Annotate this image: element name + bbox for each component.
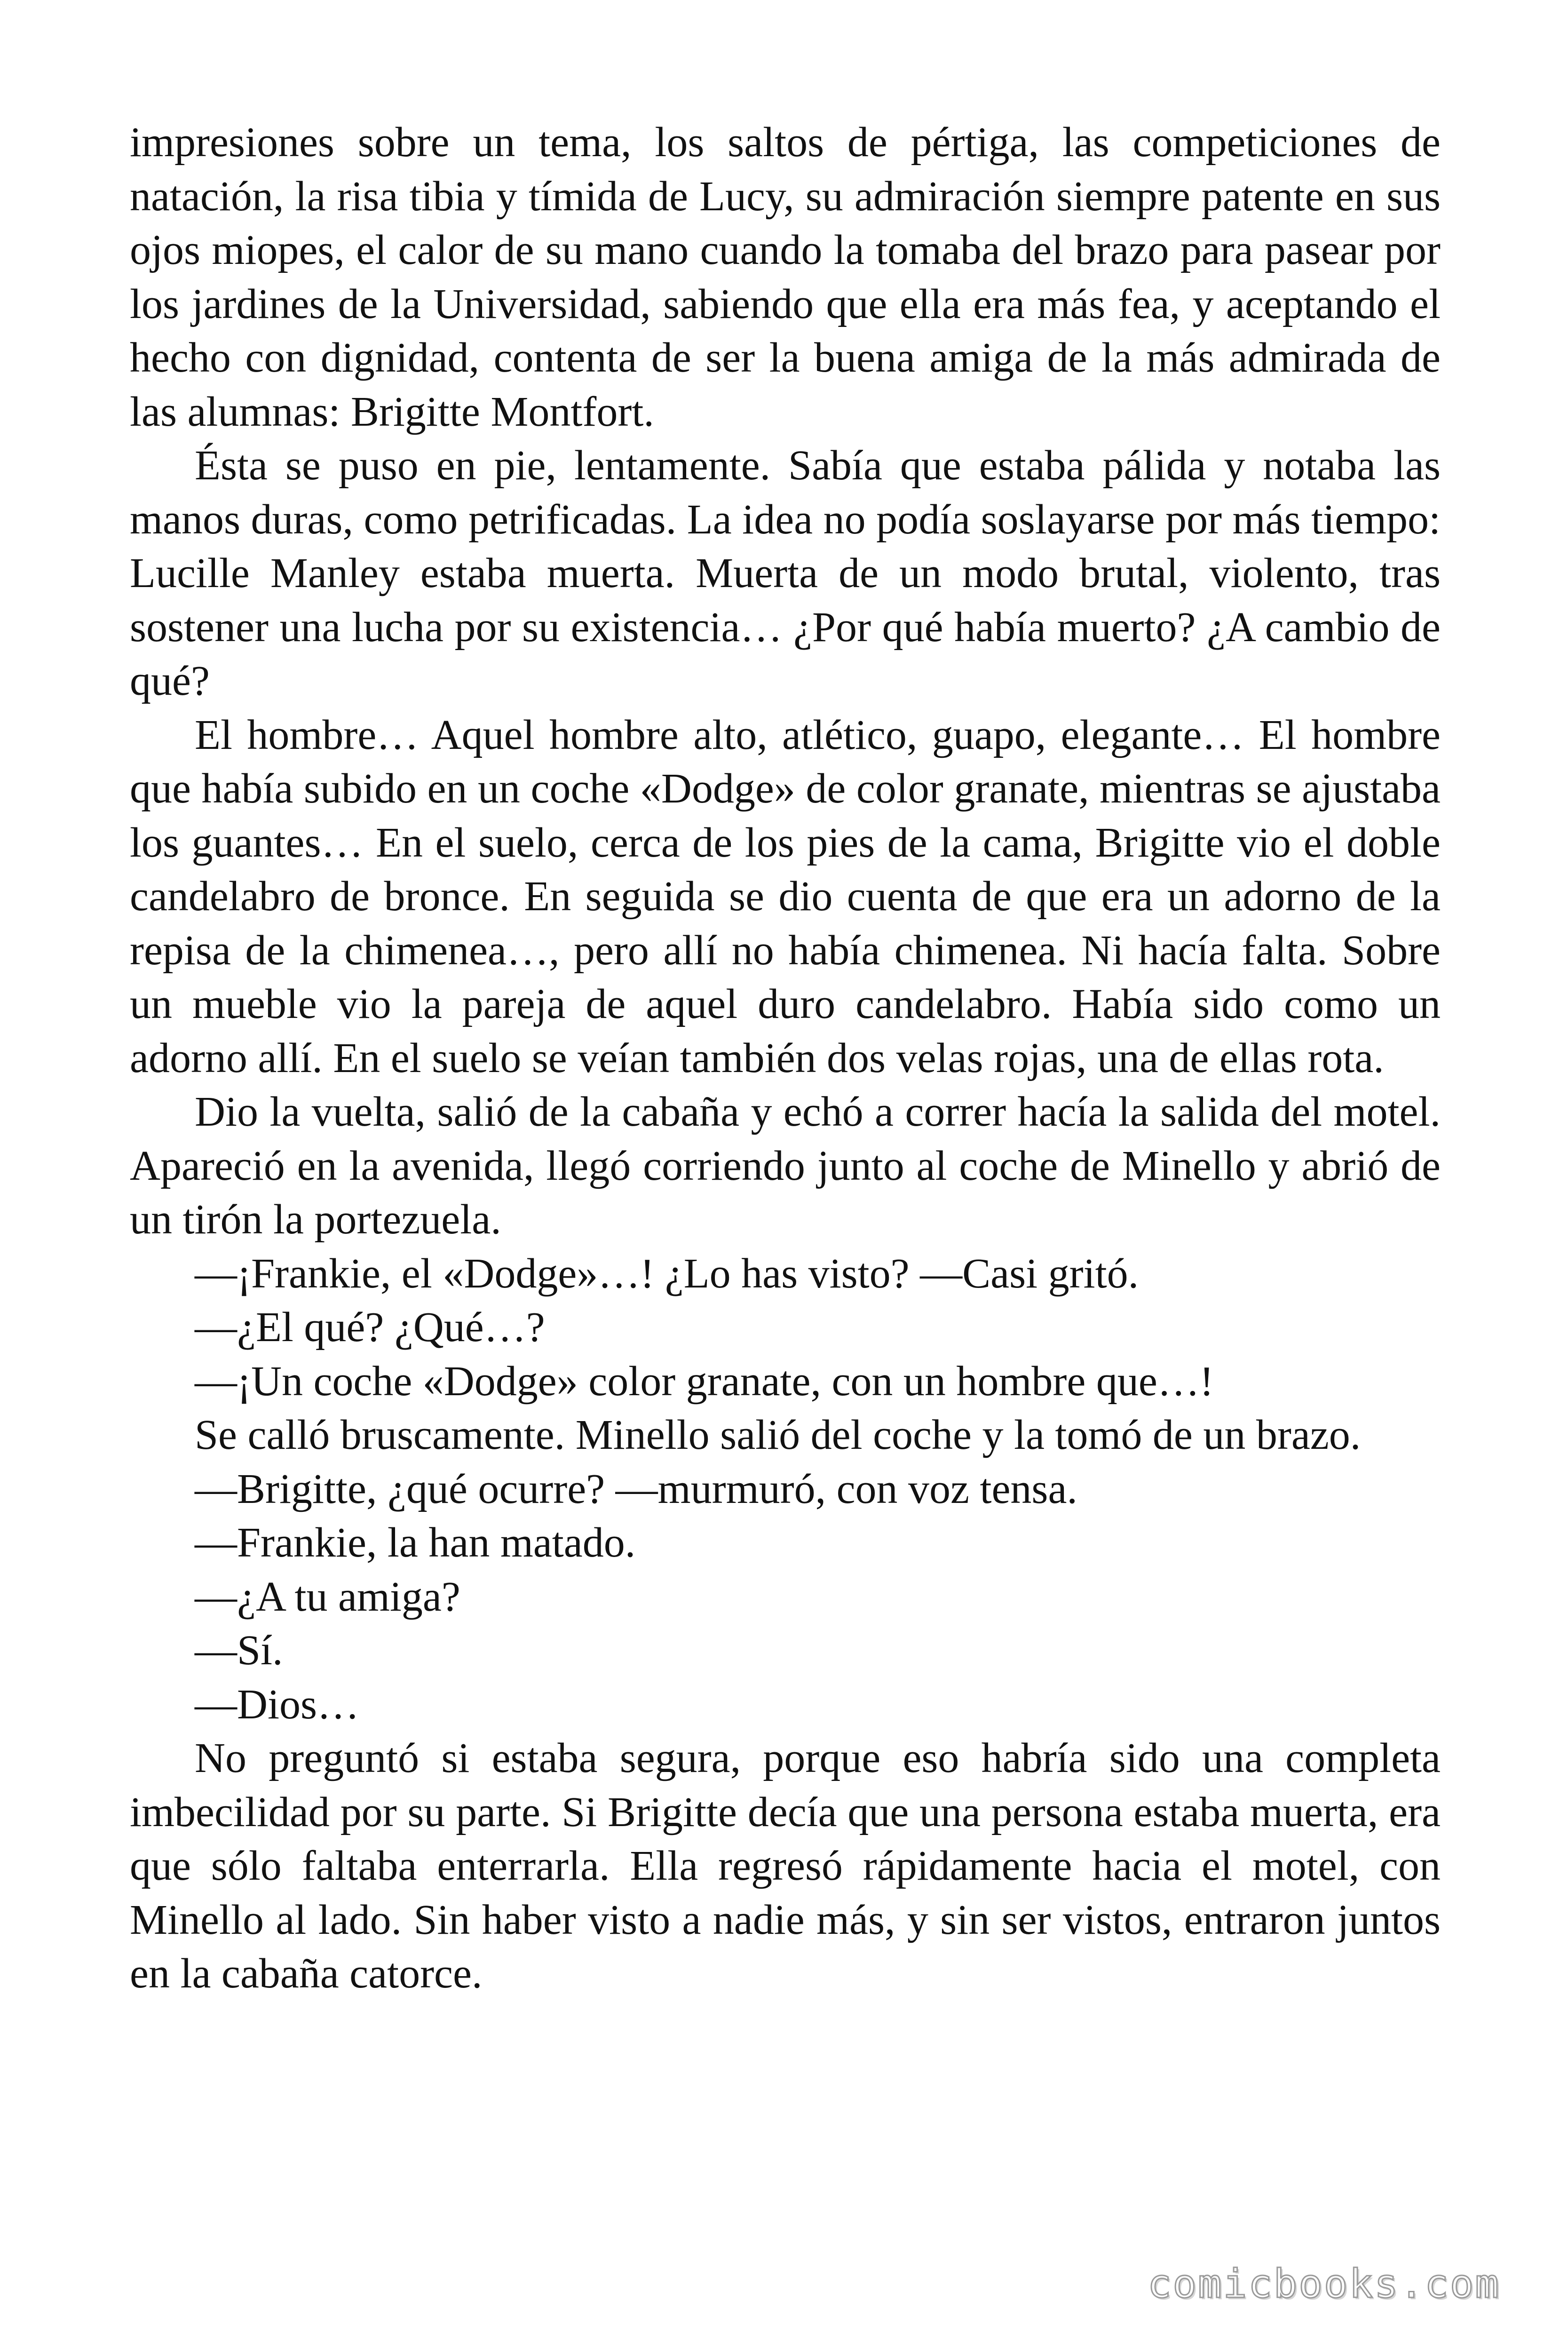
dialogue-line: —Frankie, la han matado. bbox=[195, 1519, 636, 1566]
dialogue-line: —¡Frankie, el «Dodge»…! ¿Lo has visto? —Casi gritó. bbox=[195, 1250, 1139, 1297]
body-text bbox=[130, 116, 1441, 2001]
dialogue-line: —¡Un coche «Dodge» color granate, con un hombre que…! bbox=[195, 1358, 1214, 1405]
paragraph: El hombre… Aquel hombre alto, atlético, guapo, elegante… El hombre que había subido en un coche «Dodge» de color granate, mientras se ajustaba los guantes… En el suelo, cerca de los pies de la cama, Brigitte vio el doble candelabro de bronce. En seguida se dio cuenta de que era un adorno de la repisa de la chimenea…, pero allí no había chimenea. Ni hacía falta. Sobre un mueble vio la pareja de aquel duro candelabro. Había sido como un adorno allí. En el suelo se veían también dos velas rojas, una de ellas rota. bbox=[130, 711, 1441, 1081]
dialogue-line: —¿El qué? ¿Qué…? bbox=[195, 1304, 545, 1351]
paragraph: No preguntó si estaba segura, porque eso habría sido una completa imbecilidad por su parte. Si Brigitte decía que una persona estaba muerta, era que sólo faltaba enterrarla. Ella regresó rápidamente hacia el motel, con Minello al lado. Sin haber visto a nadie más, y sin ser vistos, entraron juntos en la cabaña catorce. bbox=[130, 1735, 1441, 1997]
watermark: comicbooks.com bbox=[1147, 2261, 1500, 2307]
dialogue-line: —Dios… bbox=[195, 1681, 360, 1728]
paragraph: Dio la vuelta, salió de la cabaña y echó a correr hacía la salida del motel. Apareció en la avenida, llegó corriendo junto al coche de Minello y abrió de un tirón la portezuela. bbox=[130, 1089, 1441, 1243]
paragraph: Ésta se puso en pie, lentamente. Sabía que estaba pálida y notaba las manos duras, como petrificadas. La idea no podía soslayarse por más tiempo: Lucille Manley estaba muerta. Muerta de un modo brutal, violento, tras sostener una lucha por su existencia… ¿Por qué había muerto? ¿A cambio de qué? bbox=[130, 442, 1441, 704]
dialogue-line: —Brigitte, ¿qué ocurre? —murmuró, con voz tensa. bbox=[195, 1465, 1077, 1512]
paragraph: impresiones sobre un tema, los saltos de pértiga, las competiciones de natación, la risa tibia y tímida de Lucy, su admiración siempre patente en sus ojos miopes, el calor de su mano cuando la tomaba del brazo para pasear por los jardines de la Universidad, sabiendo que ella era más fea, y aceptando el hecho con dignidad, contenta de ser la buena amiga de la más admirada de las alumnas: Brigitte Montfort. bbox=[130, 119, 1441, 435]
dialogue-line: —Sí. bbox=[195, 1627, 283, 1674]
dialogue-line: —¿A tu amiga? bbox=[195, 1573, 460, 1620]
paragraph: Se calló bruscamente. Minello salió del coche y la tomó de un brazo. bbox=[195, 1412, 1361, 1458]
